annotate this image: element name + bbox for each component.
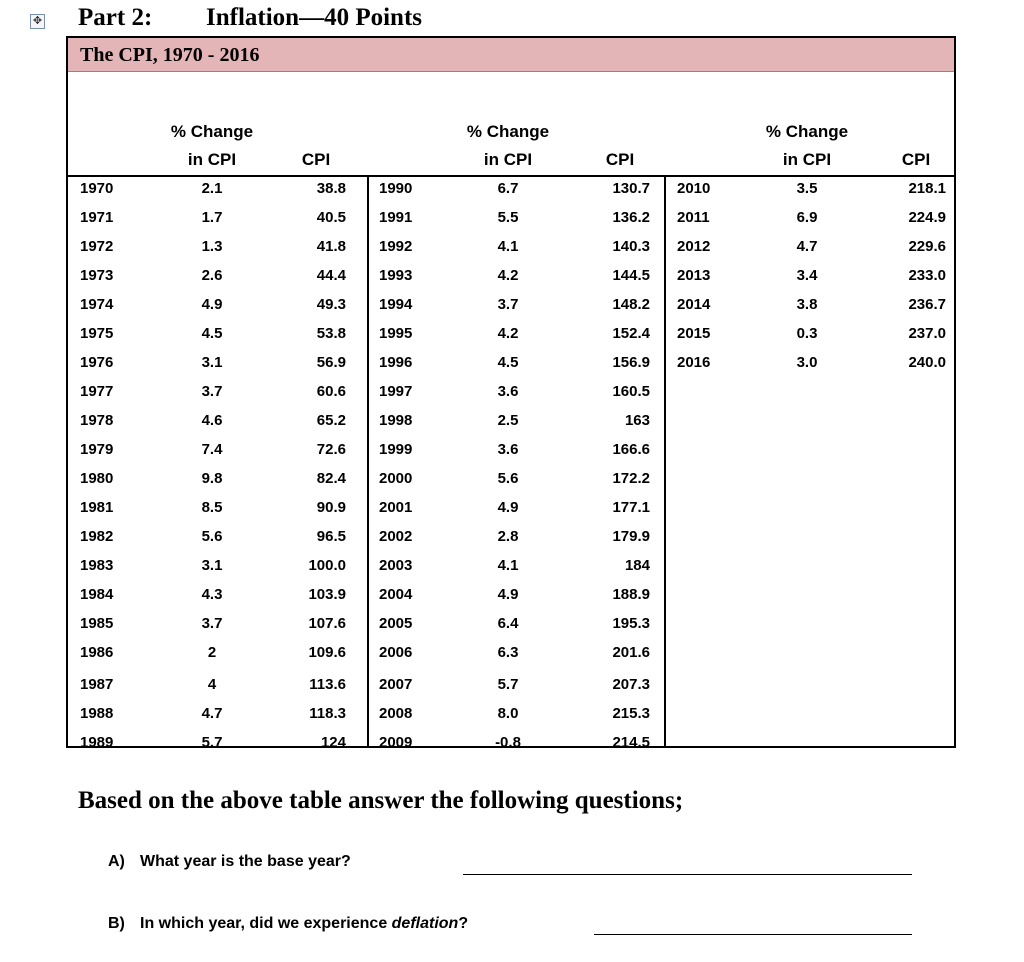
header-pct-change: % Change — [170, 122, 254, 141]
cell-year: 1995 — [379, 325, 413, 342]
cell-cpi: 140.3 — [612, 238, 650, 255]
cell-pct-change: 4.2 — [497, 325, 519, 342]
cell-cpi: 40.5 — [316, 209, 346, 226]
cell-year: 1988 — [80, 705, 114, 722]
cell-pct-change: 4 — [207, 676, 217, 693]
cell-cpi: 156.9 — [612, 354, 650, 371]
cell-pct-change: 6.9 — [796, 209, 818, 226]
cell-year: 1980 — [80, 470, 114, 487]
cell-year: 1978 — [80, 412, 114, 429]
cell-year: 1983 — [80, 557, 114, 574]
cell-pct-change: 2.1 — [201, 180, 223, 197]
cell-pct-change: 2.5 — [497, 412, 519, 429]
table-title: The CPI, 1970 - 2016 — [80, 44, 260, 66]
cell-cpi: 215.3 — [612, 705, 650, 722]
cell-cpi: 109.6 — [308, 644, 346, 661]
cell-cpi: 163 — [624, 412, 650, 429]
cell-cpi: 201.6 — [612, 644, 650, 661]
cell-cpi: 60.6 — [316, 383, 346, 400]
question-text: In which year, did we experience — [140, 915, 392, 932]
cell-pct-change: 4.9 — [497, 499, 519, 516]
cell-cpi: 240.0 — [908, 354, 946, 371]
cell-pct-change: 7.4 — [201, 441, 223, 458]
cell-year: 1994 — [379, 296, 413, 313]
cell-year: 2014 — [677, 296, 711, 313]
cell-pct-change: 0.3 — [796, 325, 818, 342]
cell-cpi: 124 — [320, 734, 346, 751]
cell-cpi: 53.8 — [316, 325, 346, 342]
cell-cpi: 130.7 — [612, 180, 650, 197]
cell-pct-change: 5.7 — [201, 734, 223, 751]
section-heading — [78, 4, 422, 32]
cell-pct-change: 5.7 — [497, 676, 519, 693]
header-pct-change: % Change — [466, 122, 550, 141]
cell-cpi: 195.3 — [612, 615, 650, 632]
cell-pct-change: 3.8 — [796, 296, 818, 313]
cell-year: 2010 — [677, 180, 711, 197]
cell-pct-change: 4.7 — [201, 705, 223, 722]
cell-year: 1992 — [379, 238, 413, 255]
cell-cpi: 118.3 — [309, 705, 346, 722]
cell-pct-change: 4.1 — [497, 238, 519, 255]
cell-cpi: 90.9 — [316, 499, 346, 516]
question-text-end: ? — [458, 915, 469, 932]
cell-cpi: 100.0 — [308, 557, 346, 574]
header-in-cpi: in CPI — [187, 150, 237, 169]
table-move-handle-icon[interactable]: ✥ — [30, 14, 45, 29]
cell-year: 1972 — [80, 238, 114, 255]
cell-cpi: 72.6 — [316, 441, 346, 458]
header-divider — [68, 175, 954, 177]
cell-cpi: 188.9 — [612, 586, 650, 603]
cell-cpi: 49.3 — [316, 296, 346, 313]
cell-pct-change: 3.7 — [497, 296, 519, 313]
question-b — [108, 915, 468, 933]
cell-pct-change: 3.1 — [201, 557, 223, 574]
cell-year: 1989 — [80, 734, 114, 751]
cell-year: 1986 — [80, 644, 114, 661]
cell-pct-change: 8.0 — [497, 705, 519, 722]
question-a — [108, 853, 351, 871]
cell-cpi: 38.8 — [316, 180, 346, 197]
questions-heading: Based on the above table answer the following questions; — [78, 787, 684, 814]
question-text: What year is the base year? — [140, 853, 351, 870]
cell-cpi: 65.2 — [316, 412, 346, 429]
header-pct-column — [152, 118, 272, 174]
cell-year: 1996 — [379, 354, 413, 371]
cell-cpi: 56.9 — [316, 354, 346, 371]
cell-cpi: 144.5 — [612, 267, 650, 284]
cpi-table — [66, 36, 956, 751]
header-in-cpi: in CPI — [782, 150, 832, 169]
cell-year: 1997 — [379, 383, 413, 400]
cell-year: 1991 — [379, 209, 413, 226]
cell-cpi: 172.2 — [612, 470, 650, 487]
cell-pct-change: 6.4 — [497, 615, 519, 632]
cell-cpi: 103.9 — [308, 586, 346, 603]
cell-year: 1984 — [80, 586, 114, 603]
cell-year: 2003 — [379, 557, 413, 574]
cell-cpi: 96.5 — [316, 528, 346, 545]
cell-pct-change: 4.7 — [796, 238, 818, 255]
cell-year: 1975 — [80, 325, 114, 342]
cell-cpi: 41.8 — [316, 238, 346, 255]
cell-year: 1971 — [80, 209, 114, 226]
cell-cpi: 237.0 — [908, 325, 946, 342]
cell-year: 2006 — [379, 644, 413, 661]
cell-cpi: 160.5 — [612, 383, 650, 400]
cell-cpi: 166.6 — [612, 441, 650, 458]
cell-year: 1970 — [80, 180, 114, 197]
column-divider — [367, 175, 369, 746]
cell-year: 2000 — [379, 470, 413, 487]
cell-pct-change: 4.9 — [497, 586, 519, 603]
part-label: Part 2: — [78, 4, 153, 31]
cell-year: 1990 — [379, 180, 413, 197]
cell-year: 1976 — [80, 354, 114, 371]
cell-cpi: 207.3 — [612, 676, 650, 693]
header-pct-column — [448, 118, 568, 174]
cell-pct-change: 4.6 — [201, 412, 223, 429]
cell-pct-change: 2 — [207, 644, 217, 661]
cell-pct-change: 4.2 — [497, 267, 519, 284]
cell-year: 1987 — [80, 676, 114, 693]
header-in-cpi: in CPI — [483, 150, 533, 169]
cell-year: 2004 — [379, 586, 413, 603]
cell-cpi: 177.1 — [612, 499, 650, 516]
cell-year: 2005 — [379, 615, 413, 632]
cell-pct-change: 2.8 — [497, 528, 519, 545]
cell-pct-change: 4.5 — [201, 325, 223, 342]
cell-pct-change: 4.3 — [201, 586, 223, 603]
cell-cpi: 179.9 — [612, 528, 650, 545]
cell-pct-change: 3.4 — [796, 267, 818, 284]
header-pct-column — [747, 118, 867, 174]
cell-pct-change: 5.5 — [497, 209, 519, 226]
cell-pct-change: 3.5 — [796, 180, 818, 197]
cell-cpi: 229.6 — [908, 238, 946, 255]
cell-cpi: 44.4 — [316, 267, 346, 284]
answer-b-line[interactable] — [594, 934, 912, 935]
cell-pct-change: 3.1 — [201, 354, 223, 371]
cell-year: 1981 — [80, 499, 114, 516]
cell-pct-change: 6.7 — [497, 180, 519, 197]
cell-pct-change: 3.7 — [201, 615, 223, 632]
cell-year: 2013 — [677, 267, 711, 284]
cell-year: 2007 — [379, 676, 413, 693]
cell-pct-change: 8.5 — [201, 499, 223, 516]
part-title: Inflation—40 Points — [206, 4, 423, 31]
cell-cpi: 233.0 — [908, 267, 946, 284]
cell-cpi: 82.4 — [316, 470, 346, 487]
cell-year: 2009 — [379, 734, 413, 751]
cell-cpi: 107.6 — [308, 615, 346, 632]
cell-pct-change: 1.3 — [201, 238, 223, 255]
cell-pct-change: 6.3 — [497, 644, 519, 661]
cell-cpi: 214.5 — [612, 734, 650, 751]
cell-pct-change: 9.8 — [201, 470, 223, 487]
cell-pct-change: 4.5 — [497, 354, 519, 371]
question-label: A) — [108, 853, 125, 870]
cell-year: 1979 — [80, 441, 114, 458]
column-divider — [664, 175, 666, 746]
cell-pct-change: 4.9 — [201, 296, 223, 313]
cell-year: 1973 — [80, 267, 114, 284]
cell-cpi: 113.6 — [309, 676, 346, 693]
cell-cpi: 218.1 — [908, 180, 946, 197]
cell-cpi: 184 — [624, 557, 650, 574]
cell-pct-change: 5.6 — [497, 470, 519, 487]
table-title-band — [68, 38, 954, 72]
cell-year: 2011 — [677, 209, 710, 226]
header-cpi: CPI — [301, 150, 331, 169]
cell-pct-change: 4.1 — [497, 557, 519, 574]
cell-cpi: 136.2 — [612, 209, 650, 226]
cell-pct-change: 3.7 — [201, 383, 223, 400]
header-cpi: CPI — [901, 150, 931, 169]
cell-year: 2002 — [379, 528, 413, 545]
cell-cpi: 236.7 — [908, 296, 946, 313]
cell-year: 2016 — [677, 354, 711, 371]
cell-year: 2001 — [379, 499, 413, 516]
cell-pct-change: 3.0 — [796, 354, 818, 371]
cell-year: 2012 — [677, 238, 711, 255]
cell-year: 1974 — [80, 296, 114, 313]
cell-pct-change: 5.6 — [201, 528, 223, 545]
header-pct-change: % Change — [765, 122, 849, 141]
header-cpi: CPI — [605, 150, 635, 169]
question-label: B) — [108, 915, 125, 932]
cell-pct-change: 3.6 — [497, 441, 519, 458]
cell-year: 1998 — [379, 412, 413, 429]
question-emphasis: deflation — [391, 915, 459, 932]
cell-pct-change: -0.8 — [495, 734, 521, 751]
answer-a-line[interactable] — [463, 874, 912, 875]
cell-year: 1977 — [80, 383, 114, 400]
cell-pct-change: 1.7 — [201, 209, 223, 226]
cell-year: 2008 — [379, 705, 413, 722]
cell-year: 1982 — [80, 528, 114, 545]
cell-year: 1993 — [379, 267, 413, 284]
cell-cpi: 224.9 — [908, 209, 946, 226]
cell-pct-change: 2.6 — [201, 267, 223, 284]
cell-year: 2015 — [677, 325, 711, 342]
cell-year: 1999 — [379, 441, 413, 458]
cell-cpi: 148.2 — [612, 296, 650, 313]
cell-cpi: 152.4 — [612, 325, 650, 342]
cell-year: 1985 — [80, 615, 114, 632]
cell-pct-change: 3.6 — [497, 383, 519, 400]
